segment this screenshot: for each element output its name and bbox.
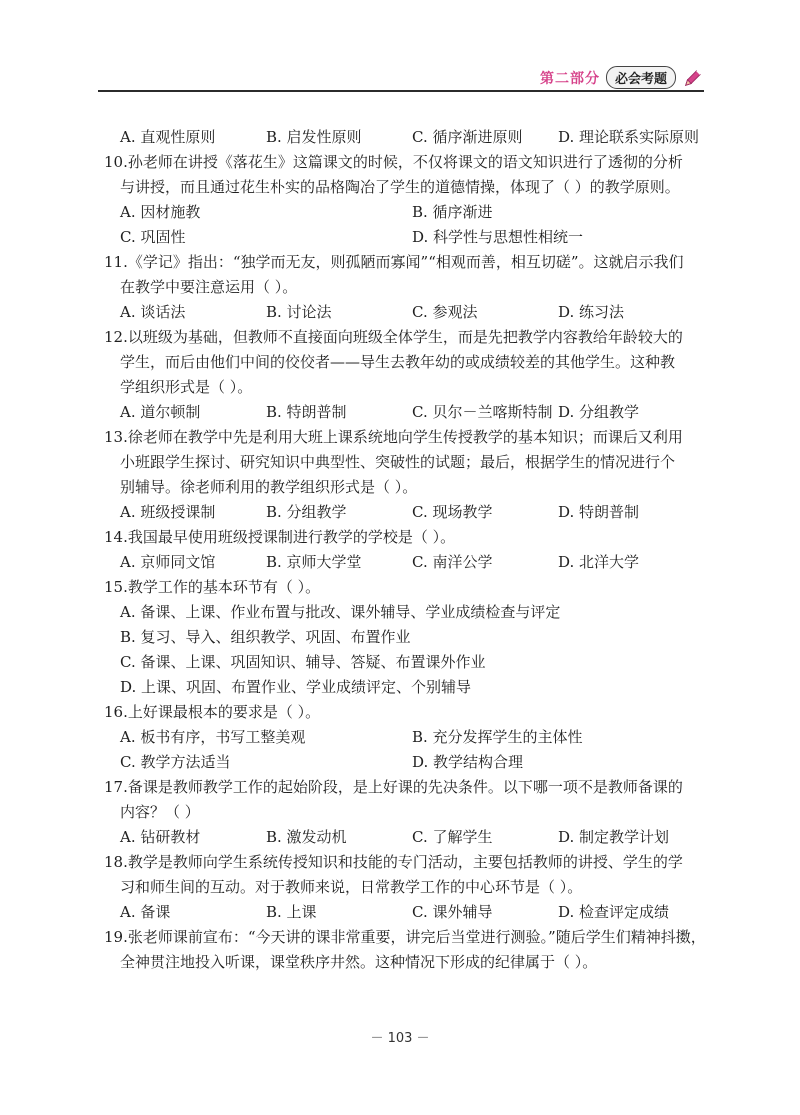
header-badge: 必会考题 <box>606 66 676 89</box>
answer-option[interactable]: C. 贝尔－兰喀斯特制 <box>412 403 553 421</box>
question-text-continued: 与讲授，而且通过花生朴实的品格陶冶了学生的道德情操，体现了（ ）的教学原则。 <box>120 178 680 196</box>
header-part-label: 第二部分 <box>539 70 600 87</box>
question-list <box>104 125 704 975</box>
page-header <box>98 60 704 92</box>
answer-option[interactable]: B. 循序渐进 <box>412 203 493 221</box>
options-row <box>104 625 704 650</box>
question-number: 10. <box>104 153 128 171</box>
answer-option[interactable]: D. 检查评定成绩 <box>558 903 670 921</box>
answer-option[interactable]: C. 现场教学 <box>412 503 493 521</box>
question <box>104 850 704 925</box>
question <box>104 575 704 700</box>
question-text: 备课是教师教学工作的起始阶段，是上好课的先决条件。以下哪一项不是教师备课的 <box>127 778 683 796</box>
options-row <box>104 600 704 625</box>
question-stem <box>104 325 704 350</box>
options-row <box>104 225 704 250</box>
options-row <box>104 300 704 325</box>
answer-option[interactable]: A. 因材施教 <box>120 203 201 221</box>
question-text: 《学记》指出：“独学而无友，则孤陋而寡闻”“相观而善，相互切磋”。这就启示我们 <box>127 253 684 271</box>
question-text: 张老师课前宣布：“今天讲的课非常重要，讲完后当堂进行测验。”随后学生们精神抖擞， <box>127 928 706 946</box>
question-number: 14. <box>104 528 128 546</box>
question-stem <box>104 150 704 175</box>
answer-option[interactable]: B. 京师大学堂 <box>266 553 362 571</box>
options-row <box>104 750 704 775</box>
options-row <box>104 650 704 675</box>
question-text: 教学是教师向学生系统传授知识和技能的专门活动，主要包括教师的讲授、学生的学 <box>127 853 683 871</box>
question-text: 我国最早使用班级授课制进行教学的学校是（ ）。 <box>127 528 456 546</box>
answer-option[interactable]: A. 板书有序，书写工整美观 <box>120 728 306 746</box>
options-row <box>104 825 704 850</box>
question-number: 18. <box>104 853 128 871</box>
question-text-continued: 学组织形式是（ ）。 <box>120 378 253 396</box>
question <box>104 250 704 325</box>
question <box>104 525 704 575</box>
answer-option[interactable]: C. 南洋公学 <box>412 553 493 571</box>
options-row <box>104 200 704 225</box>
question-text-continued: 小班跟学生探讨、研究知识中典型性、突破性的试题；最后，根据学生的情况进行个 <box>120 453 676 471</box>
question <box>104 325 704 425</box>
answer-option[interactable]: A. 京师同文馆 <box>120 553 216 571</box>
answer-option[interactable]: C. 教学方法适当 <box>120 753 231 771</box>
answer-option[interactable]: C. 了解学生 <box>412 828 493 846</box>
options-row <box>104 500 704 525</box>
question-text: 教学工作的基本环节有（ ）。 <box>127 578 321 596</box>
answer-option[interactable]: C. 课外辅导 <box>412 903 493 921</box>
answer-option[interactable]: A. 谈话法 <box>120 303 186 321</box>
answer-option[interactable]: D. 教学结构合理 <box>412 753 524 771</box>
question-stem <box>104 525 704 550</box>
question-number: 13. <box>104 428 128 446</box>
question-number: 17. <box>104 778 128 796</box>
answer-option[interactable]: C. 备课、上课、巩固知识、辅导、答疑、布置课外作业 <box>120 653 486 671</box>
question-text-continued: 学生，而后由他们中间的佼佼者——导生去教年幼的或成绩较差的其他学生。这种教 <box>120 353 676 371</box>
answer-option[interactable]: D. 上课、巩固、布置作业、学业成绩评定、个别辅导 <box>120 678 472 696</box>
pencil-icon <box>682 67 704 89</box>
answer-option[interactable]: C. 循序渐进原则 <box>412 128 523 146</box>
answer-option[interactable]: B. 复习、导入、组织教学、巩固、布置作业 <box>120 628 411 646</box>
answer-option[interactable]: A. 直观性原则 <box>120 128 216 146</box>
options-row <box>104 550 704 575</box>
header-right <box>540 66 704 89</box>
answer-option[interactable]: D. 科学性与思想性相统一 <box>412 228 584 246</box>
question-text-continued: 习和师生间的互动。对于教师来说，日常教学工作的中心环节是（ ）。 <box>120 878 583 896</box>
question <box>104 700 704 775</box>
question-text-continued: 在教学中要注意运用（ ）。 <box>120 278 298 296</box>
question-text: 上好课最根本的要求是（ ）。 <box>127 703 321 721</box>
answer-option[interactable]: C. 参观法 <box>412 303 478 321</box>
question <box>104 425 704 525</box>
answer-option[interactable]: D. 北洋大学 <box>558 553 640 571</box>
answer-option[interactable]: A. 备课 <box>120 903 171 921</box>
question-number: 15. <box>104 578 128 596</box>
question-number: 16. <box>104 703 128 721</box>
options-row <box>104 675 704 700</box>
question-number: 19. <box>104 928 128 946</box>
question-stem <box>104 425 704 450</box>
question-number: 12. <box>104 328 128 346</box>
question-text-continued: 内容？（ ） <box>120 803 200 821</box>
question <box>104 925 704 975</box>
answer-option[interactable]: B. 上课 <box>266 903 317 921</box>
question-stem <box>104 775 704 800</box>
answer-option[interactable]: B. 激发动机 <box>266 828 347 846</box>
question-text: 孙老师在讲授《落花生》这篇课文的时候，不仅将课文的语文知识进行了透彻的分析 <box>127 153 683 171</box>
question-stem <box>104 925 704 950</box>
question-stem <box>104 250 704 275</box>
answer-option[interactable]: D. 理论联系实际原则 <box>558 128 700 146</box>
answer-option[interactable]: B. 启发性原则 <box>266 128 362 146</box>
options-row <box>104 900 704 925</box>
question <box>104 125 704 150</box>
answer-option[interactable]: A. 备课、上课、作业布置与批改、课外辅导、学业成绩检查与评定 <box>120 603 561 621</box>
question-stem <box>104 575 704 600</box>
answer-option[interactable]: A. 班级授课制 <box>120 503 216 521</box>
page-number: － 103 － <box>370 1031 430 1046</box>
answer-option[interactable]: D. 练习法 <box>558 303 625 321</box>
question-text-continued: 全神贯注地投入听课，课堂秩序井然。这种情况下形成的纪律属于（ ）。 <box>120 953 598 971</box>
header-rule <box>98 90 704 92</box>
answer-option[interactable]: D. 特朗普制 <box>558 503 640 521</box>
answer-option[interactable]: D. 分组教学 <box>558 403 640 421</box>
answer-option[interactable]: B. 分组教学 <box>266 503 347 521</box>
question-stem <box>104 700 704 725</box>
question-stem <box>104 850 704 875</box>
answer-option[interactable]: B. 讨论法 <box>266 303 332 321</box>
answer-option[interactable]: C. 巩固性 <box>120 228 186 246</box>
options-row <box>104 125 704 150</box>
question-text: 徐老师在教学中先是利用大班上课系统地向学生传授教学的基本知识；而课后又利用 <box>127 428 683 446</box>
question-number: 11. <box>104 253 128 271</box>
options-row <box>104 400 704 425</box>
question-text: 以班级为基础，但教师不直接面向班级全体学生，而是先把教学内容教给年龄较大的 <box>127 328 683 346</box>
question-text-continued: 别辅导。徐老师利用的教学组织形式是（ ）。 <box>120 478 418 496</box>
answer-option[interactable]: A. 道尔顿制 <box>120 403 201 421</box>
answer-option[interactable]: A. 钻研教材 <box>120 828 201 846</box>
answer-option[interactable]: D. 制定教学计划 <box>558 828 670 846</box>
options-row <box>104 725 704 750</box>
answer-option[interactable]: B. 特朗普制 <box>266 403 347 421</box>
question <box>104 150 704 250</box>
answer-option[interactable]: B. 充分发挥学生的主体性 <box>412 728 583 746</box>
question <box>104 775 704 850</box>
